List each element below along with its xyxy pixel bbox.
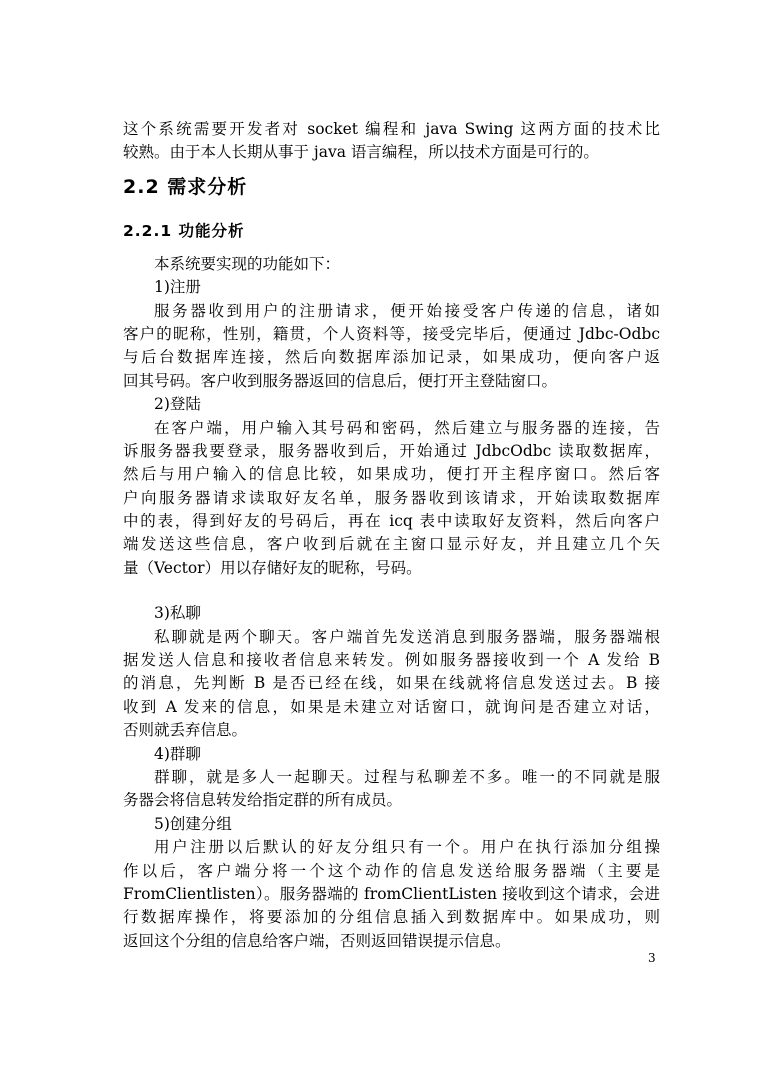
paragraph-line: 据发送人信息和接收者信息来转发。例如服务器接收到一个 A 发给 B	[123, 651, 660, 670]
paragraph-line: 群聊，就是多人一起聊天。过程与私聊差不多。唯一的不同就是服	[154, 767, 660, 786]
intro-line: 较熟。由于本人长期从事于 java 语言编程，所以技术方面是可行的。	[123, 143, 599, 162]
paragraph-line: 收到 A 发来的信息，如果是未建立对话窗口，就询问是否建立对话，	[123, 697, 660, 716]
paragraph-line: 然后与用户输入的信息比较，如果成功，便打开主程序窗口。然后客	[123, 465, 660, 484]
item-title-register: 1)注册	[154, 278, 201, 297]
paragraph-line: 中的表，得到好友的号码后，再在 icq 表中读取好友资料，然后向客户	[123, 512, 660, 531]
paragraph-line: 在客户端，用户输入其号码和密码，然后建立与服务器的连接，告	[154, 418, 660, 437]
item-title-create-group: 5)创建分组	[154, 814, 232, 833]
paragraph-line: 户向服务器请求读取好友名单，服务器收到该请求，开始读取数据库	[123, 488, 660, 507]
paragraph-line: 行数据库操作，将要添加的分组信息插入到数据库中。如果成功，则	[123, 908, 660, 927]
paragraph-line: 服务器收到用户的注册请求，便开始接受客户传递的信息，诸如	[154, 301, 660, 320]
paragraph-line: 否则就丢弃信息。	[123, 721, 248, 740]
paragraph-line: 作以后，客户端分将一个这个动作的信息发送给服务器端（主要是	[123, 861, 660, 880]
paragraph-line: 私聊就是两个聊天。客户端首先发送消息到服务器端，服务器端根	[154, 627, 660, 646]
lead-text: 本系统要实现的功能如下：	[154, 254, 341, 273]
section-heading: 2.2 需求分析	[123, 175, 248, 198]
paragraph-line: 量（Vector）用以存储好友的昵称，号码。	[123, 558, 422, 577]
paragraph-line: 用户注册以后默认的好友分组只有一个。用户在执行添加分组操	[154, 838, 660, 857]
paragraph-line: 务器会将信息转发给指定群的所有成员。	[123, 791, 403, 810]
blank-line	[123, 580, 660, 602]
paragraph-line: 与后台数据库连接，然后向数据库添加记录，如果成功，便向客户返	[123, 348, 660, 367]
document-page	[123, 118, 660, 953]
paragraph-line: 回其号码。客户收到服务器返回的信息后，便打开主登陆窗口。	[123, 371, 558, 390]
subsection-heading: 2.2.1 功能分析	[123, 221, 245, 240]
paragraph-line: 端发送这些信息，客户收到后就在主窗口显示好友，并且建立几个矢	[123, 535, 660, 554]
paragraph-line: 返回这个分组的信息给客户端，否则返回错误提示信息。	[123, 931, 511, 950]
paragraph-line: 诉服务器我要登录，服务器收到后，开始通过 JdbcOdbc 读取数据库，	[123, 441, 660, 460]
paragraph-line: 客户的昵称，性别，籍贯，个人资料等，接受完毕后，便通过 Jdbc-Odbc	[123, 324, 660, 343]
intro-line: 这个系统需要开发者对 socket 编程和 java Swing 这两方面的技术比	[123, 120, 660, 138]
paragraph-line: 的消息，先判断 B 是否已经在线，如果在线就将信息发送过去。B 接	[123, 674, 660, 693]
paragraph-line: FromClientlisten）。服务器端的 fromClientListen 接收到这个请求，会进	[123, 884, 660, 903]
item-title-login: 2)登陆	[154, 395, 201, 414]
item-title-private-chat: 3)私聊	[154, 604, 201, 623]
page-number: 3	[648, 951, 656, 965]
item-title-group-chat: 4)群聊	[154, 744, 201, 763]
